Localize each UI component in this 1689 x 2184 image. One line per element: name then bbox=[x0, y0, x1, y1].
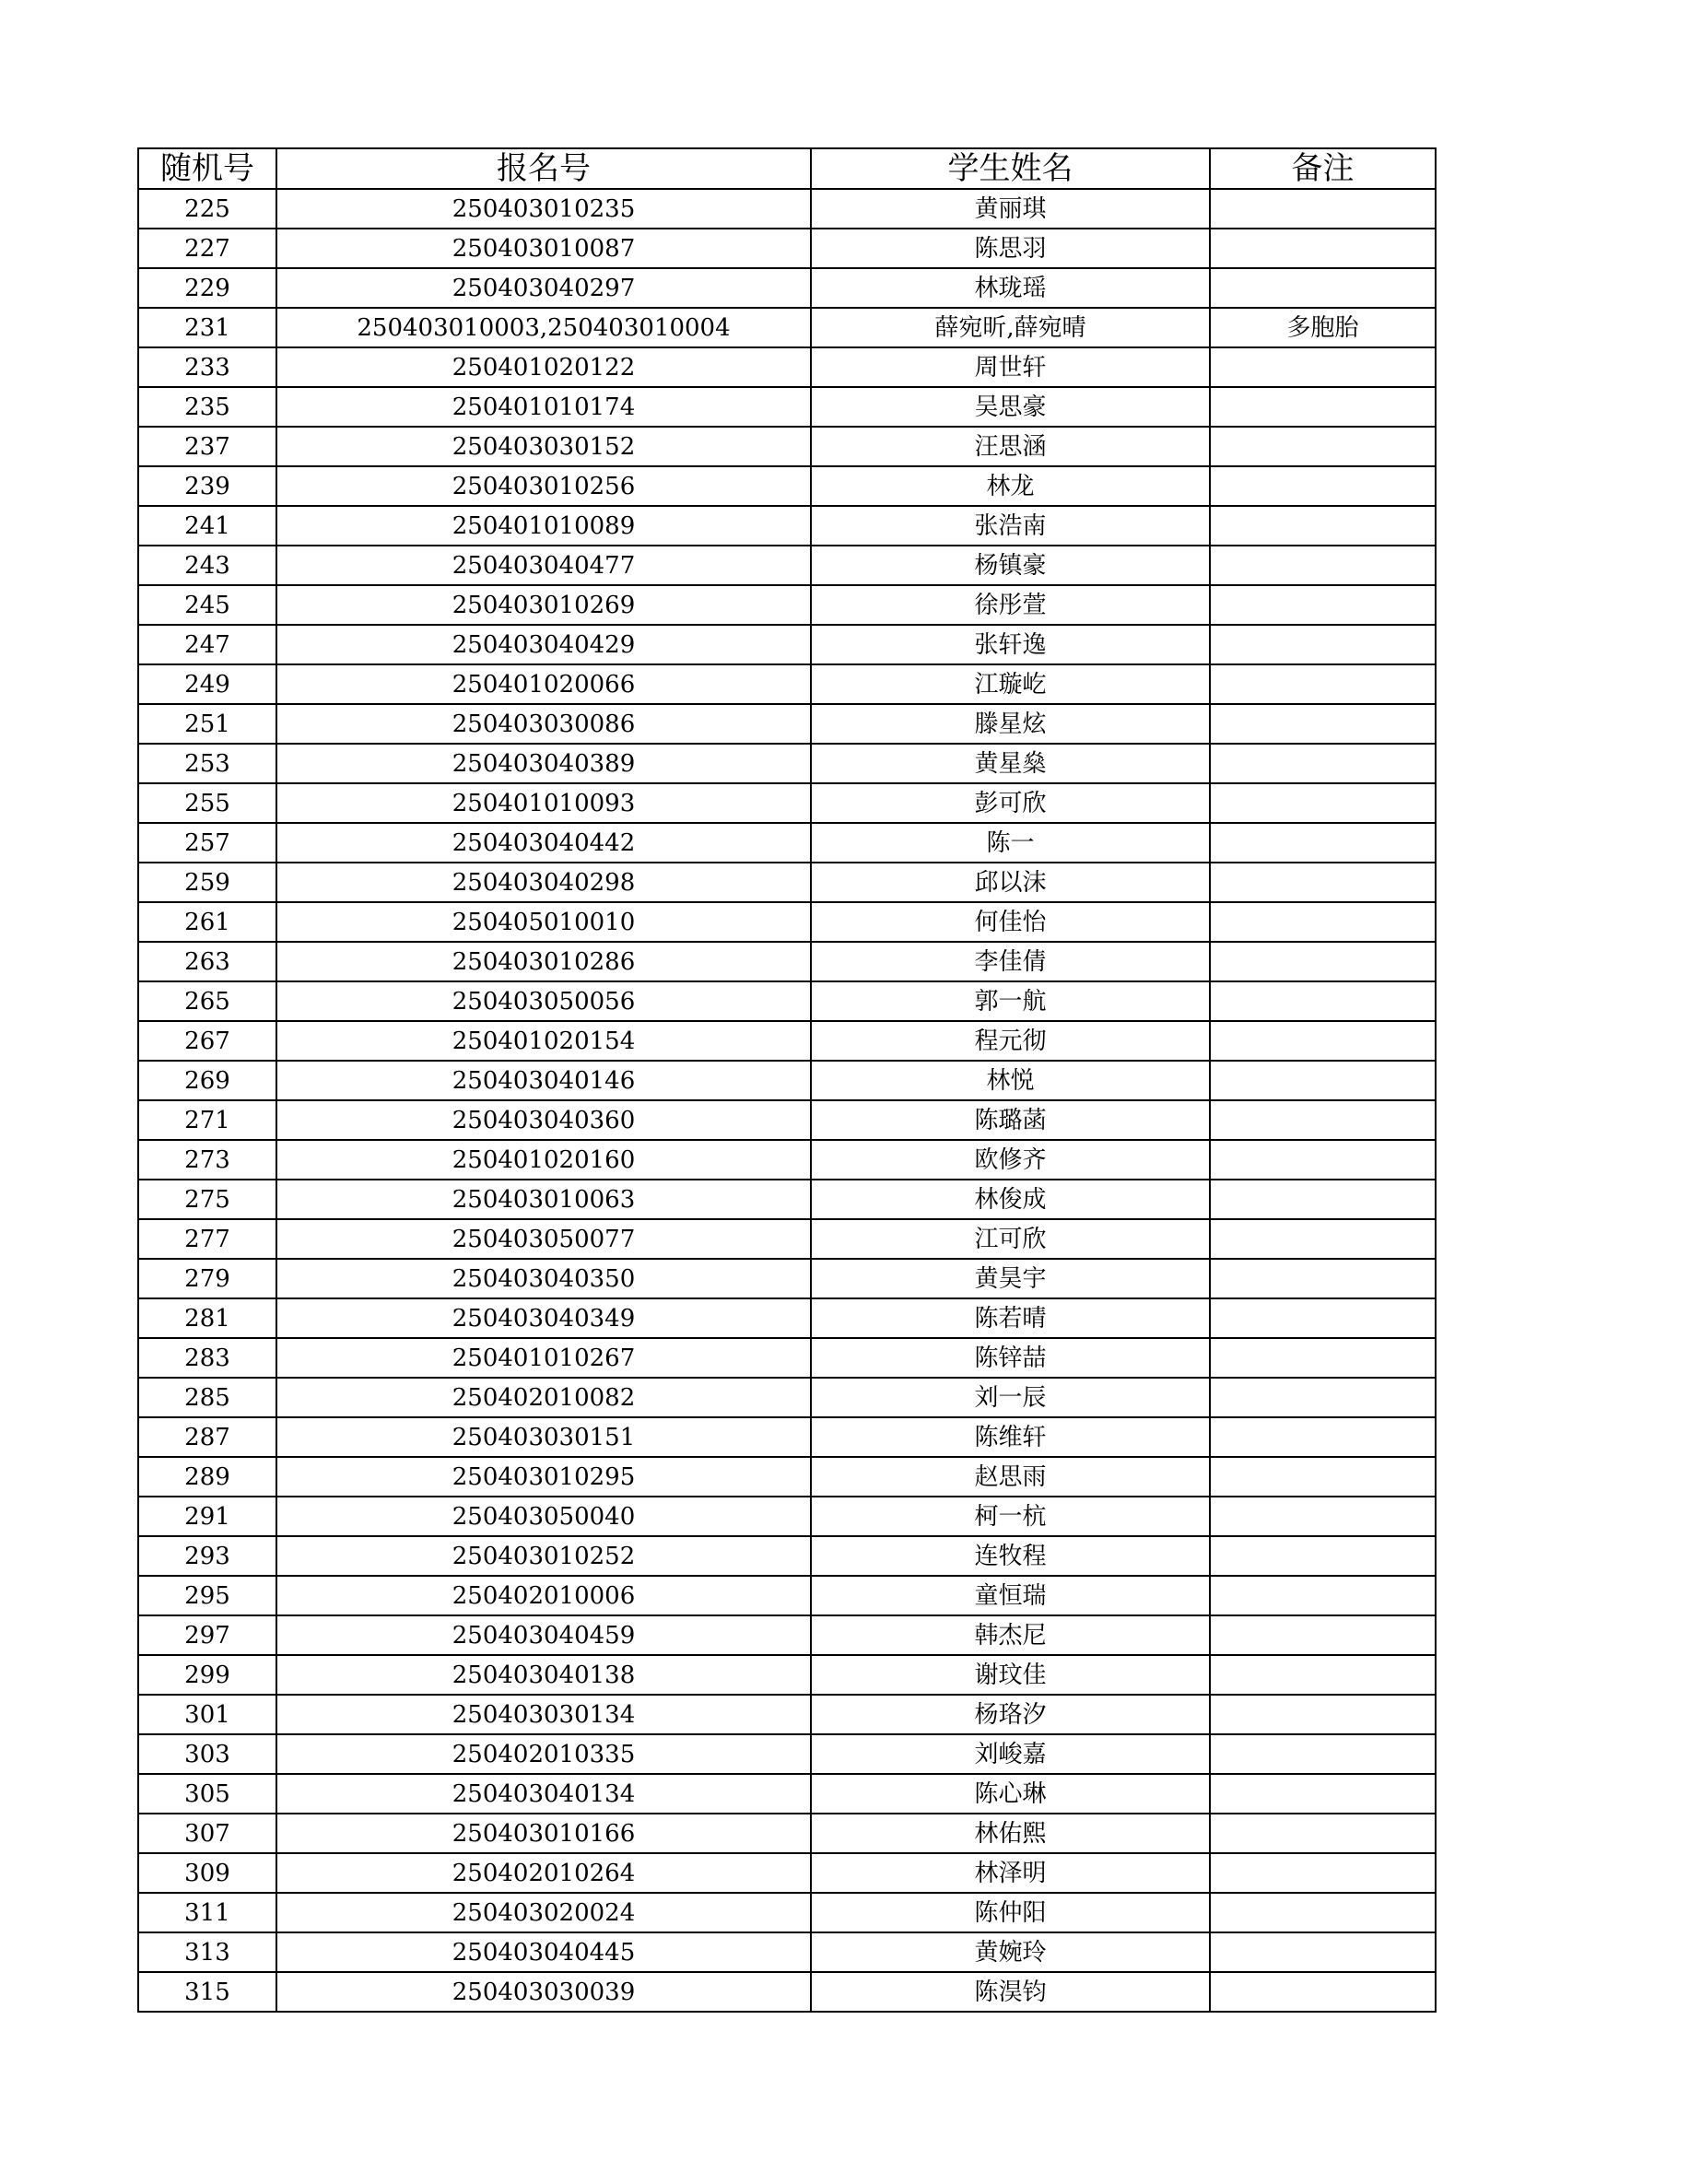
student-name-cell: 李佳倩 bbox=[811, 942, 1210, 981]
table-row bbox=[138, 585, 1436, 625]
random-number-cell: 279 bbox=[138, 1259, 276, 1298]
remarks-cell bbox=[1210, 744, 1436, 783]
registration-number-cell: 250402010082 bbox=[276, 1378, 811, 1417]
remarks-cell bbox=[1210, 1497, 1436, 1536]
registration-number-cell: 250402010335 bbox=[276, 1734, 811, 1774]
random-number-cell: 247 bbox=[138, 625, 276, 664]
student-name-cell: 吴思豪 bbox=[811, 387, 1210, 427]
table-row bbox=[138, 664, 1436, 704]
student-name-cell: 何佳怡 bbox=[811, 902, 1210, 942]
remarks-cell bbox=[1210, 902, 1436, 942]
table-row bbox=[138, 823, 1436, 863]
remarks-cell bbox=[1210, 1259, 1436, 1298]
registration-number-cell: 250403050040 bbox=[276, 1497, 811, 1536]
random-number-cell: 305 bbox=[138, 1774, 276, 1814]
student-name-cell: 徐彤萱 bbox=[811, 585, 1210, 625]
student-name-cell: 邱以沫 bbox=[811, 863, 1210, 902]
random-number-cell: 297 bbox=[138, 1615, 276, 1655]
table-row bbox=[138, 466, 1436, 506]
random-number-cell: 225 bbox=[138, 189, 276, 229]
registration-number-cell: 250403050077 bbox=[276, 1219, 811, 1259]
random-number-cell: 303 bbox=[138, 1734, 276, 1774]
random-number-cell: 293 bbox=[138, 1536, 276, 1576]
random-number-cell: 273 bbox=[138, 1140, 276, 1180]
registration-number-cell: 250403030134 bbox=[276, 1695, 811, 1734]
remarks-cell bbox=[1210, 189, 1436, 229]
registration-number-cell: 250402010264 bbox=[276, 1853, 811, 1893]
table-row bbox=[138, 1853, 1436, 1893]
registration-number-cell: 250403010003,250403010004 bbox=[276, 308, 811, 347]
table-row bbox=[138, 1615, 1436, 1655]
student-name-cell: 陈维轩 bbox=[811, 1417, 1210, 1457]
remarks-cell bbox=[1210, 585, 1436, 625]
random-number-cell: 285 bbox=[138, 1378, 276, 1417]
remarks-cell bbox=[1210, 1853, 1436, 1893]
table-row bbox=[138, 1536, 1436, 1576]
random-number-cell: 307 bbox=[138, 1814, 276, 1853]
random-number-cell: 249 bbox=[138, 664, 276, 704]
remarks-cell bbox=[1210, 1536, 1436, 1576]
remarks-cell bbox=[1210, 1338, 1436, 1378]
remarks-cell bbox=[1210, 1814, 1436, 1853]
student-name-cell: 韩杰尼 bbox=[811, 1615, 1210, 1655]
registration-number-cell: 250403010295 bbox=[276, 1457, 811, 1497]
student-name-cell: 张轩逸 bbox=[811, 625, 1210, 664]
student-name-cell: 陈心琳 bbox=[811, 1774, 1210, 1814]
random-number-cell: 295 bbox=[138, 1576, 276, 1615]
table-row bbox=[138, 744, 1436, 783]
random-number-cell: 237 bbox=[138, 427, 276, 466]
header-registration-number: 报名号 bbox=[276, 148, 811, 189]
student-name-cell: 陈仲阳 bbox=[811, 1893, 1210, 1932]
random-number-cell: 251 bbox=[138, 704, 276, 744]
remarks-cell bbox=[1210, 1180, 1436, 1219]
remarks-cell bbox=[1210, 942, 1436, 981]
table-row bbox=[138, 1695, 1436, 1734]
student-name-cell: 林佑熙 bbox=[811, 1814, 1210, 1853]
registration-number-cell: 250403010286 bbox=[276, 942, 811, 981]
header-random-number: 随机号 bbox=[138, 148, 276, 189]
student-name-cell: 汪思涵 bbox=[811, 427, 1210, 466]
registration-number-cell: 250403010252 bbox=[276, 1536, 811, 1576]
student-name-cell: 黄昊宇 bbox=[811, 1259, 1210, 1298]
student-name-cell: 陈淏钧 bbox=[811, 1972, 1210, 2012]
remarks-cell bbox=[1210, 783, 1436, 823]
table-row bbox=[138, 229, 1436, 268]
table-row bbox=[138, 427, 1436, 466]
registration-number-cell: 250403040445 bbox=[276, 1932, 811, 1972]
student-name-cell: 赵思雨 bbox=[811, 1457, 1210, 1497]
table-row bbox=[138, 1298, 1436, 1338]
table-row bbox=[138, 387, 1436, 427]
random-number-cell: 311 bbox=[138, 1893, 276, 1932]
random-number-cell: 245 bbox=[138, 585, 276, 625]
table-row bbox=[138, 506, 1436, 546]
student-name-cell: 童恒瑞 bbox=[811, 1576, 1210, 1615]
table-row bbox=[138, 1021, 1436, 1061]
registration-number-cell: 250401010174 bbox=[276, 387, 811, 427]
student-name-cell: 薛宛昕,薛宛晴 bbox=[811, 308, 1210, 347]
student-name-cell: 林珑瑶 bbox=[811, 268, 1210, 308]
registration-number-cell: 250401010267 bbox=[276, 1338, 811, 1378]
table-row bbox=[138, 1814, 1436, 1853]
remarks-cell bbox=[1210, 1140, 1436, 1180]
table-row bbox=[138, 783, 1436, 823]
student-name-cell: 欧修齐 bbox=[811, 1140, 1210, 1180]
registration-number-cell: 250403040146 bbox=[276, 1061, 811, 1100]
registration-number-cell: 250403040360 bbox=[276, 1100, 811, 1140]
header-remarks: 备注 bbox=[1210, 148, 1436, 189]
registration-number-cell: 250403010269 bbox=[276, 585, 811, 625]
remarks-cell bbox=[1210, 664, 1436, 704]
table-row bbox=[138, 1972, 1436, 2012]
remarks-cell bbox=[1210, 427, 1436, 466]
student-name-cell: 柯一杭 bbox=[811, 1497, 1210, 1536]
table-row bbox=[138, 863, 1436, 902]
registration-number-cell: 250401010093 bbox=[276, 783, 811, 823]
remarks-cell bbox=[1210, 1893, 1436, 1932]
registration-number-cell: 250403040298 bbox=[276, 863, 811, 902]
table-header-row bbox=[138, 148, 1436, 189]
table-row bbox=[138, 981, 1436, 1021]
random-number-cell: 289 bbox=[138, 1457, 276, 1497]
table-row bbox=[138, 1140, 1436, 1180]
registration-number-cell: 250403010235 bbox=[276, 189, 811, 229]
random-number-cell: 227 bbox=[138, 229, 276, 268]
registration-number-cell: 250403040350 bbox=[276, 1259, 811, 1298]
remarks-cell bbox=[1210, 1774, 1436, 1814]
table-row bbox=[138, 1338, 1436, 1378]
table-row bbox=[138, 1457, 1436, 1497]
table-row bbox=[138, 942, 1436, 981]
registration-number-cell: 250405010010 bbox=[276, 902, 811, 942]
student-name-cell: 林龙 bbox=[811, 466, 1210, 506]
registration-number-cell: 250403040429 bbox=[276, 625, 811, 664]
registration-number-cell: 250401020066 bbox=[276, 664, 811, 704]
remarks-cell bbox=[1210, 1932, 1436, 1972]
random-number-cell: 309 bbox=[138, 1853, 276, 1893]
table-body bbox=[138, 189, 1436, 2012]
registration-number-cell: 250403010166 bbox=[276, 1814, 811, 1853]
random-number-cell: 299 bbox=[138, 1655, 276, 1695]
student-name-cell: 陈璐菡 bbox=[811, 1100, 1210, 1140]
student-name-cell: 杨珞汐 bbox=[811, 1695, 1210, 1734]
student-name-cell: 周世轩 bbox=[811, 347, 1210, 387]
random-number-cell: 257 bbox=[138, 823, 276, 863]
remarks-cell bbox=[1210, 1615, 1436, 1655]
random-number-cell: 259 bbox=[138, 863, 276, 902]
table-row bbox=[138, 1576, 1436, 1615]
random-number-cell: 287 bbox=[138, 1417, 276, 1457]
student-name-cell: 刘峻嘉 bbox=[811, 1734, 1210, 1774]
table-row bbox=[138, 1497, 1436, 1536]
remarks-cell bbox=[1210, 704, 1436, 744]
table-row bbox=[138, 1734, 1436, 1774]
random-number-cell: 313 bbox=[138, 1932, 276, 1972]
random-number-cell: 269 bbox=[138, 1061, 276, 1100]
remarks-cell bbox=[1210, 1576, 1436, 1615]
random-number-cell: 235 bbox=[138, 387, 276, 427]
table-row bbox=[138, 308, 1436, 347]
table-row bbox=[138, 1061, 1436, 1100]
registration-number-cell: 250403030151 bbox=[276, 1417, 811, 1457]
student-name-cell: 陈锌喆 bbox=[811, 1338, 1210, 1378]
student-name-cell: 黄丽琪 bbox=[811, 189, 1210, 229]
table-row bbox=[138, 1774, 1436, 1814]
registration-number-cell: 250403040134 bbox=[276, 1774, 811, 1814]
registration-number-cell: 250403010087 bbox=[276, 229, 811, 268]
remarks-cell bbox=[1210, 387, 1436, 427]
remarks-cell bbox=[1210, 546, 1436, 585]
remarks-cell bbox=[1210, 1972, 1436, 2012]
remarks-cell bbox=[1210, 863, 1436, 902]
remarks-cell bbox=[1210, 1021, 1436, 1061]
registration-number-cell: 250401020160 bbox=[276, 1140, 811, 1180]
registration-number-cell: 250401020122 bbox=[276, 347, 811, 387]
random-number-cell: 265 bbox=[138, 981, 276, 1021]
registration-number-cell: 250403040477 bbox=[276, 546, 811, 585]
remarks-cell bbox=[1210, 823, 1436, 863]
registration-number-cell: 250401020154 bbox=[276, 1021, 811, 1061]
table-row bbox=[138, 189, 1436, 229]
remarks-cell bbox=[1210, 347, 1436, 387]
student-name-cell: 黄星燊 bbox=[811, 744, 1210, 783]
table-row bbox=[138, 1893, 1436, 1932]
remarks-cell bbox=[1210, 506, 1436, 546]
random-number-cell: 283 bbox=[138, 1338, 276, 1378]
remarks-cell bbox=[1210, 1100, 1436, 1140]
student-name-cell: 陈一 bbox=[811, 823, 1210, 863]
student-name-cell: 林俊成 bbox=[811, 1180, 1210, 1219]
table-row bbox=[138, 1100, 1436, 1140]
table-row bbox=[138, 1417, 1436, 1457]
random-number-cell: 271 bbox=[138, 1100, 276, 1140]
random-number-cell: 253 bbox=[138, 744, 276, 783]
random-number-cell: 261 bbox=[138, 902, 276, 942]
table-row bbox=[138, 546, 1436, 585]
student-name-cell: 陈思羽 bbox=[811, 229, 1210, 268]
registration-number-cell: 250401010089 bbox=[276, 506, 811, 546]
student-name-cell: 杨镇豪 bbox=[811, 546, 1210, 585]
table-row bbox=[138, 347, 1436, 387]
student-name-cell: 连牧程 bbox=[811, 1536, 1210, 1576]
remarks-cell bbox=[1210, 1457, 1436, 1497]
remarks-cell bbox=[1210, 1655, 1436, 1695]
table-row bbox=[138, 1259, 1436, 1298]
registration-number-cell: 250403010063 bbox=[276, 1180, 811, 1219]
registration-number-cell: 250403030152 bbox=[276, 427, 811, 466]
student-name-cell: 张浩南 bbox=[811, 506, 1210, 546]
student-name-cell: 江可欣 bbox=[811, 1219, 1210, 1259]
registration-number-cell: 250403010256 bbox=[276, 466, 811, 506]
registration-number-cell: 250403040138 bbox=[276, 1655, 811, 1695]
random-number-cell: 263 bbox=[138, 942, 276, 981]
remarks-cell bbox=[1210, 1734, 1436, 1774]
lottery-results-table bbox=[137, 147, 1437, 2013]
random-number-cell: 315 bbox=[138, 1972, 276, 2012]
random-number-cell: 291 bbox=[138, 1497, 276, 1536]
remarks-cell bbox=[1210, 229, 1436, 268]
random-number-cell: 239 bbox=[138, 466, 276, 506]
remarks-cell bbox=[1210, 1417, 1436, 1457]
registration-number-cell: 250403050056 bbox=[276, 981, 811, 1021]
student-name-cell: 郭一航 bbox=[811, 981, 1210, 1021]
table-row bbox=[138, 1378, 1436, 1417]
remarks-cell bbox=[1210, 268, 1436, 308]
student-name-cell: 谢玟佳 bbox=[811, 1655, 1210, 1695]
random-number-cell: 229 bbox=[138, 268, 276, 308]
remarks-cell bbox=[1210, 1061, 1436, 1100]
registration-number-cell: 250403030086 bbox=[276, 704, 811, 744]
remarks-cell bbox=[1210, 1298, 1436, 1338]
remarks-cell bbox=[1210, 1219, 1436, 1259]
table-row bbox=[138, 1655, 1436, 1695]
random-number-cell: 241 bbox=[138, 506, 276, 546]
random-number-cell: 233 bbox=[138, 347, 276, 387]
registration-number-cell: 250403040459 bbox=[276, 1615, 811, 1655]
random-number-cell: 281 bbox=[138, 1298, 276, 1338]
registration-number-cell: 250403030039 bbox=[276, 1972, 811, 2012]
remarks-cell bbox=[1210, 1378, 1436, 1417]
registration-number-cell: 250403040297 bbox=[276, 268, 811, 308]
remarks-cell bbox=[1210, 625, 1436, 664]
remarks-cell bbox=[1210, 981, 1436, 1021]
table-row bbox=[138, 1219, 1436, 1259]
random-number-cell: 231 bbox=[138, 308, 276, 347]
student-name-cell: 滕星炫 bbox=[811, 704, 1210, 744]
header-student-name: 学生姓名 bbox=[811, 148, 1210, 189]
registration-number-cell: 250403040442 bbox=[276, 823, 811, 863]
remarks-cell bbox=[1210, 1695, 1436, 1734]
random-number-cell: 255 bbox=[138, 783, 276, 823]
registration-number-cell: 250403040349 bbox=[276, 1298, 811, 1338]
random-number-cell: 301 bbox=[138, 1695, 276, 1734]
student-name-cell: 林泽明 bbox=[811, 1853, 1210, 1893]
random-number-cell: 267 bbox=[138, 1021, 276, 1061]
table-row bbox=[138, 902, 1436, 942]
table-row bbox=[138, 1180, 1436, 1219]
student-name-cell: 程元彻 bbox=[811, 1021, 1210, 1061]
random-number-cell: 275 bbox=[138, 1180, 276, 1219]
student-name-cell: 黄婉玲 bbox=[811, 1932, 1210, 1972]
random-number-cell: 277 bbox=[138, 1219, 276, 1259]
student-name-cell: 林悦 bbox=[811, 1061, 1210, 1100]
table-row bbox=[138, 625, 1436, 664]
registration-number-cell: 250403040389 bbox=[276, 744, 811, 783]
remarks-cell: 多胞胎 bbox=[1210, 308, 1436, 347]
remarks-cell bbox=[1210, 466, 1436, 506]
registration-number-cell: 250402010006 bbox=[276, 1576, 811, 1615]
registration-number-cell: 250403020024 bbox=[276, 1893, 811, 1932]
student-name-cell: 刘一辰 bbox=[811, 1378, 1210, 1417]
table-row bbox=[138, 1932, 1436, 1972]
student-name-cell: 陈若晴 bbox=[811, 1298, 1210, 1338]
student-name-cell: 江璇屹 bbox=[811, 664, 1210, 704]
random-number-cell: 243 bbox=[138, 546, 276, 585]
table-row bbox=[138, 704, 1436, 744]
table-row bbox=[138, 268, 1436, 308]
student-name-cell: 彭可欣 bbox=[811, 783, 1210, 823]
